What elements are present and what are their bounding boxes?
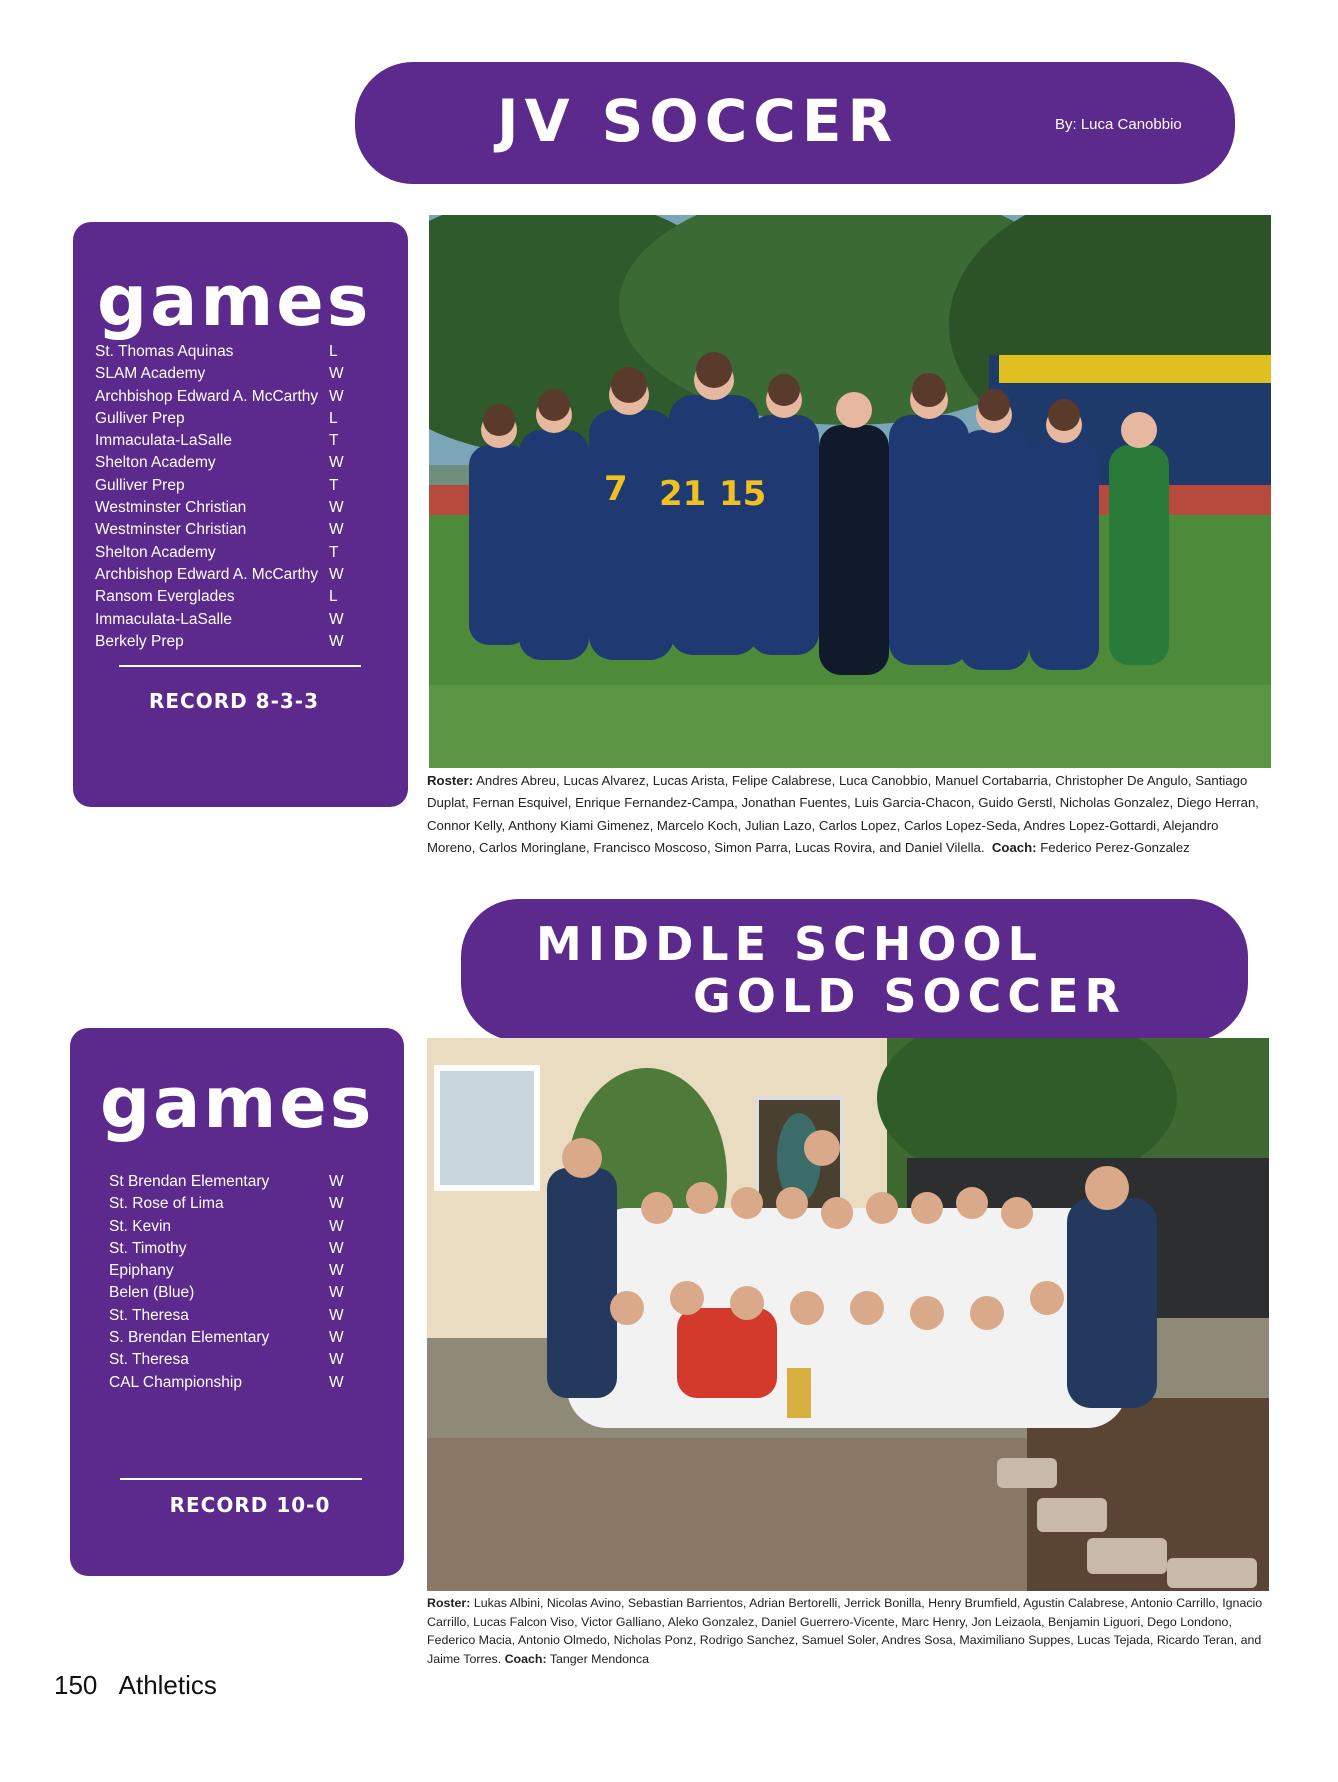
game-result: T xyxy=(329,432,339,450)
game-opponent: St. Kevin xyxy=(109,1217,172,1235)
ms-coach-label: Coach: xyxy=(504,1651,547,1666)
game-row xyxy=(95,564,345,586)
game-result: W xyxy=(329,1284,344,1302)
jv-games-heading: games xyxy=(97,260,372,342)
game-opponent: Archbishop Edward A. McCarthy xyxy=(95,387,319,405)
ms-team-photo-image xyxy=(427,1038,1269,1591)
page-footer xyxy=(54,1670,217,1701)
game-opponent: Berkely Prep xyxy=(95,632,184,650)
game-row xyxy=(95,631,345,653)
game-row xyxy=(95,452,345,474)
jersey-number: 7 xyxy=(604,469,628,509)
ms-title-banner xyxy=(461,899,1248,1041)
ms-games-list xyxy=(109,1171,345,1394)
game-row xyxy=(109,1305,345,1327)
game-result: W xyxy=(329,632,344,650)
game-row xyxy=(95,586,345,608)
ms-record-divider xyxy=(120,1478,362,1480)
game-opponent: St. Theresa xyxy=(109,1306,189,1324)
ms-roster-label: Roster: xyxy=(427,1596,471,1610)
game-row xyxy=(109,1193,345,1215)
game-row xyxy=(95,341,345,363)
game-result: W xyxy=(329,565,344,583)
section-name: Athletics xyxy=(118,1670,217,1700)
jv-coach-label: Coach: xyxy=(991,839,1037,855)
ms-title-line2: GOLD SOCCER xyxy=(693,969,1126,1023)
jv-byline: By: Luca Canobbio xyxy=(1055,116,1182,133)
game-result: L xyxy=(329,588,338,606)
game-result: W xyxy=(329,1262,344,1280)
game-opponent: Archbishop Edward A. McCarthy xyxy=(95,565,319,583)
game-result: W xyxy=(329,1195,344,1213)
game-opponent: St Brendan Elementary xyxy=(109,1173,270,1190)
game-row xyxy=(95,542,345,564)
game-opponent: CAL Championship xyxy=(109,1373,242,1391)
game-result: W xyxy=(329,454,344,472)
jv-games-panel xyxy=(73,222,408,807)
jv-team-photo xyxy=(429,215,1271,768)
game-result: W xyxy=(329,1306,344,1324)
ms-team-photo xyxy=(427,1038,1269,1591)
ms-coach-name: Tanger Mendonca xyxy=(549,1651,650,1666)
jv-team-photo-image xyxy=(429,215,1271,768)
game-result: W xyxy=(329,1351,344,1369)
game-row xyxy=(109,1216,345,1238)
game-row xyxy=(95,475,345,497)
ms-record: RECORD 10-0 xyxy=(169,1493,331,1517)
game-row xyxy=(95,497,345,519)
game-result: W xyxy=(329,1329,344,1347)
jv-record: RECORD 8-3-3 xyxy=(148,689,320,713)
game-result: L xyxy=(329,409,338,427)
game-opponent: Epiphany xyxy=(109,1262,174,1280)
game-row xyxy=(95,430,345,452)
game-row xyxy=(109,1171,345,1193)
ms-games-heading: games xyxy=(100,1062,375,1144)
ms-title-line1: MIDDLE SCHOOL xyxy=(536,917,1043,971)
jv-roster-names: Andres Abreu, Lucas Alvarez, Lucas Arista, Felipe Calabrese, Luca Canobbio, Manuel Cortabarria, Christopher De Angulo, Santiago Duplat, Fernan Esquivel, Enrique Fernandez-Campa, Jonathan Fuentes, Luis Garcia-Chacon, Guido Gerstl, Nicholas Gonzalez, Diego Herran, Connor Kelly, Anthony Kiami Gimenez, Marcelo Koch, Julian Lazo, Carlos Lopez, Carlos Lopez-Seda, Andres Lopez-Gottardi, Alejandro Moreno, Carlos Moringlane, Francisco Moscoso, Simon Parra, Lucas Rovira, and Daniel Vilella. xyxy=(427,773,1259,855)
game-opponent: Gulliver Prep xyxy=(95,476,185,494)
game-result: W xyxy=(329,365,344,383)
game-row xyxy=(109,1238,345,1260)
game-result: W xyxy=(329,499,344,517)
game-result: W xyxy=(329,610,344,628)
game-opponent: St. Theresa xyxy=(109,1351,189,1369)
jv-title: JV SOCCER xyxy=(497,87,899,155)
game-opponent: St. Thomas Aquinas xyxy=(95,343,234,360)
jv-roster xyxy=(427,770,1267,859)
game-opponent: Westminster Christian xyxy=(95,499,247,517)
jv-games-list xyxy=(95,341,345,653)
game-row xyxy=(109,1349,345,1371)
game-row xyxy=(95,386,345,408)
game-result: T xyxy=(329,476,339,494)
game-opponent: SLAM Academy xyxy=(95,365,206,383)
jv-record-divider xyxy=(119,665,361,667)
game-result: W xyxy=(329,1239,344,1257)
game-opponent: St. Rose of Lima xyxy=(109,1195,224,1213)
game-result: W xyxy=(329,1373,344,1391)
game-row xyxy=(109,1260,345,1282)
game-opponent: Immaculata-LaSalle xyxy=(95,610,232,628)
game-opponent: Belen (Blue) xyxy=(109,1284,195,1302)
game-row xyxy=(109,1282,345,1304)
ms-games-panel xyxy=(70,1028,404,1576)
game-opponent: St. Timothy xyxy=(109,1239,187,1257)
game-opponent: Immaculata-LaSalle xyxy=(95,432,232,450)
game-row xyxy=(95,408,345,430)
game-result: T xyxy=(329,543,339,561)
game-opponent: Shelton Academy xyxy=(95,543,216,561)
game-row xyxy=(95,519,345,541)
ms-roster xyxy=(427,1594,1267,1668)
game-result: W xyxy=(329,387,344,405)
game-opponent: Westminster Christian xyxy=(95,521,247,539)
game-result: W xyxy=(329,1217,344,1235)
jv-roster-label: Roster: xyxy=(427,773,474,788)
game-opponent: Gulliver Prep xyxy=(95,409,185,427)
game-row xyxy=(95,609,345,631)
jv-title-banner xyxy=(355,62,1235,184)
game-opponent: Ransom Everglades xyxy=(95,588,235,606)
page-number: 150 xyxy=(54,1670,98,1700)
game-row xyxy=(95,363,345,385)
ms-roster-names: Lukas Albini, Nicolas Avino, Sebastian Barrientos, Adrian Bertorelli, Jerrick Bonilla, Henry Brumfield, Agustin Calabrese, Antonio Carrillo, Ignacio Carrillo, Lucas Falcon Viso, Victor Galliano, Aleko Gonzalez, Daniel Guerrero-Vicente, Marc Henry, Jon Leizaola, Benjamin Liguori, Dego Londono, Federico Macia, Antonio Olmedo, Nicholas Ponz, Rodrigo Sanchez, Samuel Soler, Andres Sosa, Maximiliano Suppes, Lucas Tejada, Ricardo Teran, and Jaime Torres. xyxy=(427,1596,1263,1666)
game-result: L xyxy=(329,343,338,360)
game-result: W xyxy=(329,1173,344,1190)
jersey-number: 21 xyxy=(659,474,707,514)
game-row xyxy=(109,1372,345,1394)
game-result: W xyxy=(329,521,344,539)
game-row xyxy=(109,1327,345,1349)
game-opponent: Shelton Academy xyxy=(95,454,216,472)
jersey-number: 15 xyxy=(719,474,767,514)
game-opponent: S. Brendan Elementary xyxy=(109,1329,270,1347)
jv-coach-name: Federico Perez-Gonzalez xyxy=(1040,839,1190,855)
